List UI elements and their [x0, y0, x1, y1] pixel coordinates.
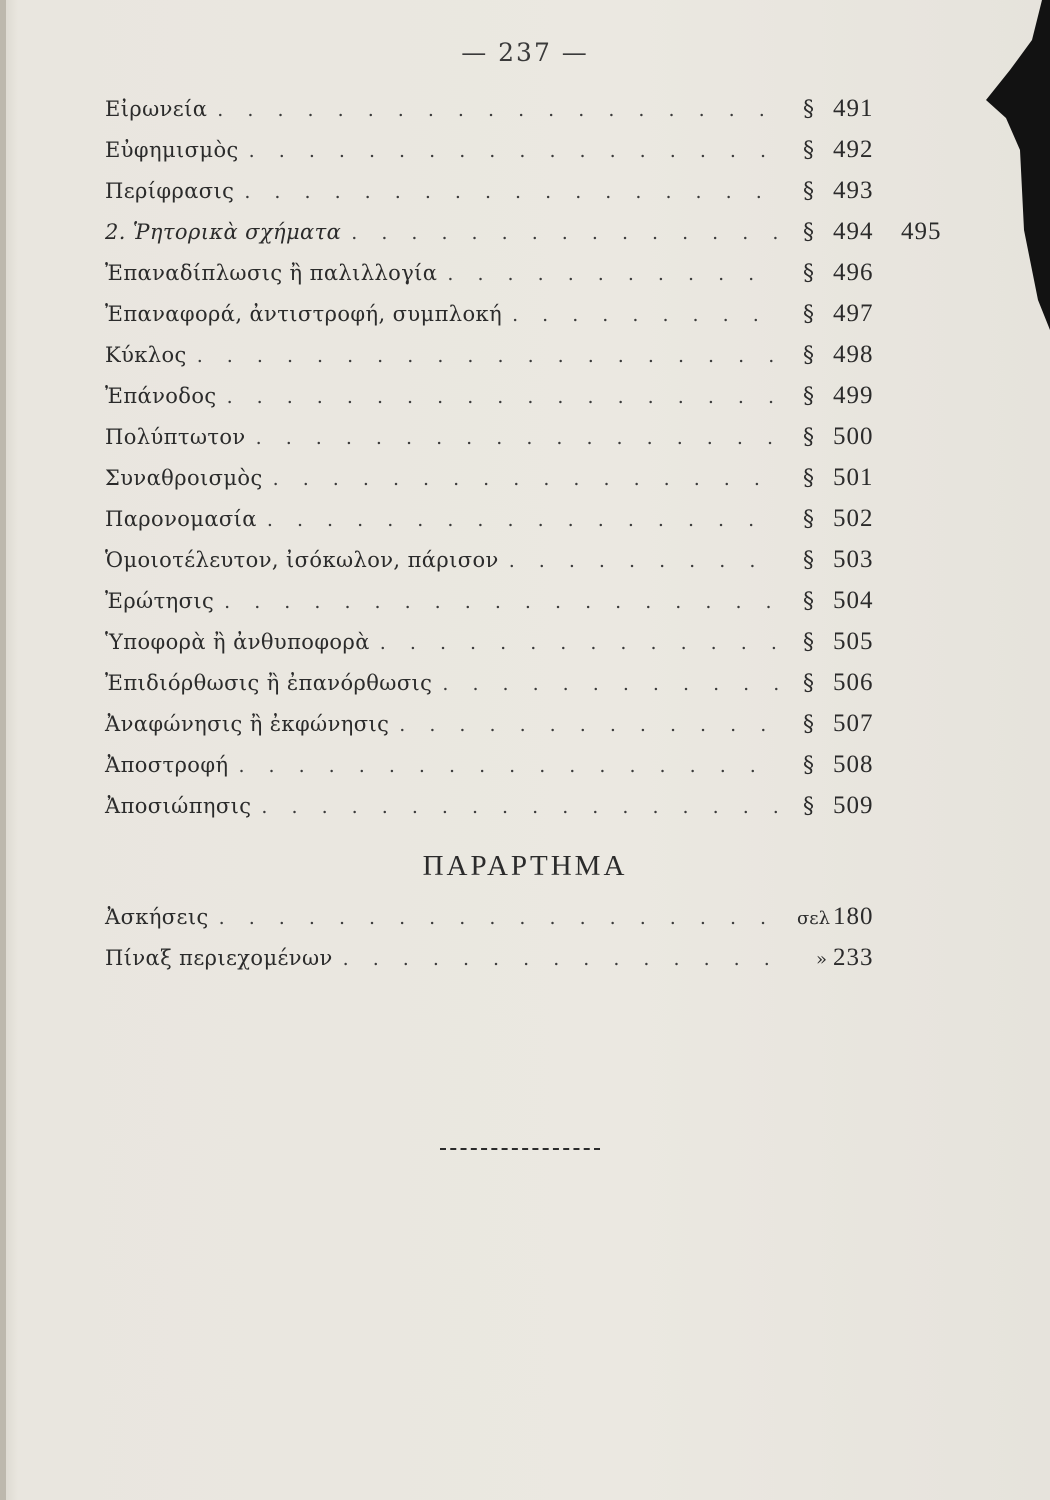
toc-entry [105, 135, 885, 176]
section-sign: § [803, 343, 814, 368]
toc-entry [105, 463, 885, 504]
section-sign: § [803, 548, 814, 573]
dot-leader [343, 944, 779, 974]
appendix-entry [105, 902, 885, 943]
toc-entry [105, 709, 885, 750]
entry-title: Ἐρώτησις [105, 589, 215, 613]
entry-title: Ἐπάνοδος [105, 384, 217, 408]
section-number: 496 [833, 259, 874, 286]
toc-entry [105, 545, 885, 586]
section-sign: § [803, 97, 814, 122]
appendix-heading: ΠΑΡΑΡΤΗΜΑ [422, 850, 628, 882]
toc-entry [105, 668, 885, 709]
section-number: 509 [833, 792, 874, 819]
page-ref: 233 [833, 944, 874, 971]
entry-title: Ὁμοιοτέλευτον, ἰσόκωλον, πάρισον [105, 548, 499, 572]
section-sign: § [803, 794, 814, 819]
toc-entry [105, 176, 885, 217]
toc-entry [105, 627, 885, 668]
entry-title: Ἀποσιώπησις [105, 794, 252, 818]
entry-title: Πίναξ περιεχομένων [105, 946, 333, 970]
dot-leader [227, 382, 779, 412]
toc-entry [105, 217, 942, 258]
toc-entry [105, 422, 885, 463]
page-abbrev: σελ [797, 908, 831, 929]
section-sign: § [803, 261, 814, 286]
section-number: 499 [833, 382, 874, 409]
section-number: 498 [833, 341, 874, 368]
page-left-edge [0, 0, 6, 1500]
entry-title: Ἀποστροφή [105, 753, 229, 777]
dot-leader [380, 628, 779, 658]
dot-leader [197, 341, 779, 371]
entry-title: Ὑποφορὰ ἢ ἀνθυποφορὰ [105, 630, 370, 654]
section-number: 504 [833, 587, 874, 614]
entry-title: Κύκλος [105, 343, 187, 367]
section-sign: § [803, 630, 814, 655]
section-number: 507 [833, 710, 874, 737]
dot-leader [509, 546, 779, 576]
dot-leader [273, 464, 779, 494]
dot-leader [249, 136, 779, 166]
section-sign: § [803, 589, 814, 614]
dot-leader [512, 300, 779, 330]
entry-title: 2. Ῥητορικὰ σχήματα [105, 220, 342, 244]
ditto-mark: » [815, 949, 827, 970]
dot-leader [238, 751, 779, 781]
section-sign: § [803, 179, 814, 204]
toc-entry [105, 791, 885, 832]
table-of-contents [105, 94, 942, 832]
section-number: 503 [833, 546, 874, 573]
toc-entry [105, 299, 885, 340]
section-sign: § [803, 384, 814, 409]
section-number-extra: 495 [901, 218, 942, 245]
entry-title: Παρονομασία [105, 507, 257, 531]
entry-title: Ἀσκήσεις [105, 905, 209, 929]
entry-title: Ἐπαναδίπλωσις ἢ παλιλλογία [105, 261, 438, 285]
dot-leader [219, 903, 779, 933]
page-ref: 180 [833, 903, 874, 930]
dot-leader [442, 669, 779, 699]
dot-leader [256, 423, 779, 453]
toc-entry [105, 586, 885, 627]
section-number: 508 [833, 751, 874, 778]
section-number: 501 [833, 464, 874, 491]
dot-leader [261, 792, 779, 822]
appendix-list [105, 902, 885, 984]
entry-title: Περίφρασις [105, 179, 235, 203]
entry-title: Ἀναφώνησις ἢ ἐκφώνησις [105, 712, 390, 736]
section-sign: § [803, 302, 814, 327]
appendix-entry [105, 943, 885, 984]
section-sign: § [803, 753, 814, 778]
section-sign: § [803, 138, 814, 163]
section-sign: § [803, 507, 814, 532]
entry-title: Συναθροισμὸς [105, 466, 263, 490]
dot-leader [267, 505, 779, 535]
entry-title: Εὐφημισμὸς [105, 138, 239, 162]
section-sign: § [803, 712, 814, 737]
section-number: 491 [833, 95, 874, 122]
section-number: 502 [833, 505, 874, 532]
dot-leader [399, 710, 779, 740]
section-number: 497 [833, 300, 874, 327]
toc-entry [105, 340, 885, 381]
section-number: 494 [833, 218, 874, 245]
dot-leader [224, 587, 779, 617]
dot-leader [217, 95, 779, 125]
section-number: 500 [833, 423, 874, 450]
entry-title: Ἐπαναφορά, ἀντιστροφή, συμπλοκή [105, 302, 503, 326]
toc-entry [105, 258, 885, 299]
section-sign: § [803, 671, 814, 696]
dot-leader [351, 218, 779, 248]
section-number: 493 [833, 177, 874, 204]
toc-entry [105, 750, 885, 791]
page-number: — 237 — [461, 38, 589, 67]
section-number: 492 [833, 136, 874, 163]
entry-title: Εἰρωνεία [105, 97, 208, 121]
dot-leader [244, 177, 779, 207]
section-number: 505 [833, 628, 874, 655]
section-sign: § [803, 220, 814, 245]
entry-title: Ἐπιδιόρθωσις ἢ ἐπανόρθωσις [105, 671, 433, 695]
toc-entry [105, 381, 885, 422]
section-number: 506 [833, 669, 874, 696]
section-sign: § [803, 466, 814, 491]
entry-title: Πολύπτωτον [105, 425, 246, 449]
end-rule [440, 1148, 600, 1152]
dot-leader [447, 259, 779, 289]
toc-entry [105, 504, 885, 545]
section-sign: § [803, 425, 814, 450]
toc-entry [105, 94, 885, 135]
